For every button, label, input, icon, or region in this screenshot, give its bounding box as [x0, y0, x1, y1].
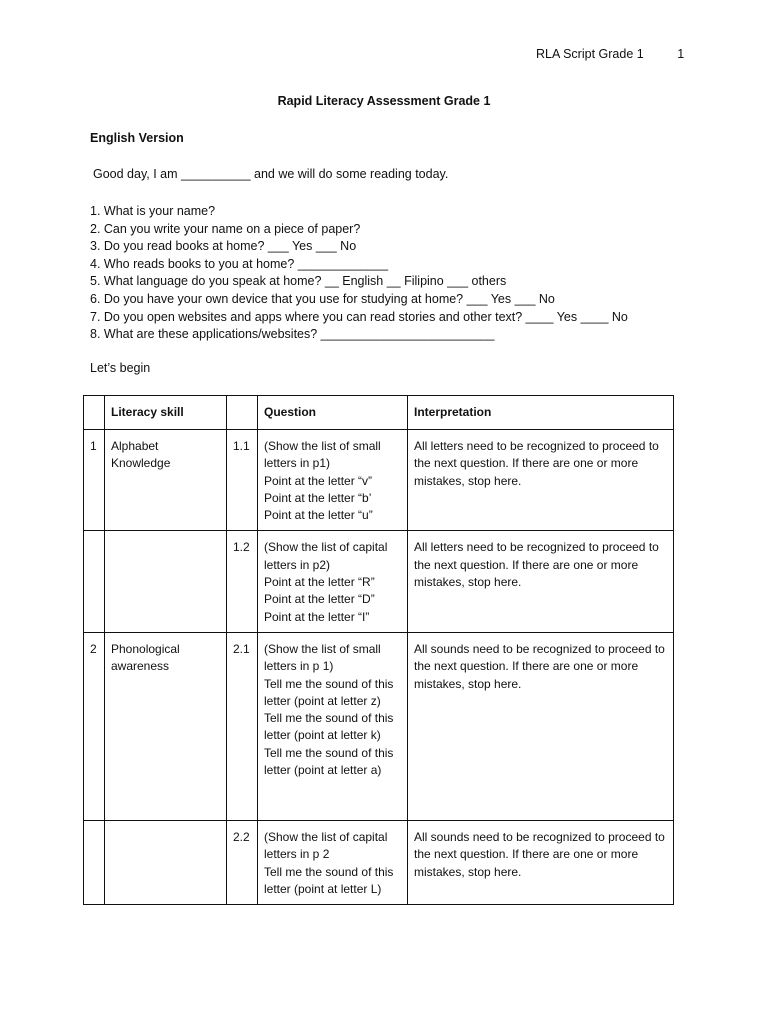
running-title: RLA Script Grade 1	[536, 47, 644, 61]
table-header-row	[84, 396, 674, 430]
row-interpretation: All letters need to be recognized to proceed to the next question. If there are one or more mistakes, stop here.	[408, 430, 674, 531]
lets-begin-label: Let’s begin	[90, 361, 151, 375]
header-literacy-skill: Literacy skill	[105, 396, 227, 430]
page-number: 1	[677, 47, 685, 61]
row-interpretation: All sounds need to be recognized to proceed to the next question. If there are one or more mistakes, stop here.	[408, 820, 674, 904]
question-item: 5. What language do you speak at home? __ English __ Filipino ___ others	[90, 274, 507, 289]
row-number: 2	[84, 632, 105, 820]
table-row	[84, 820, 674, 904]
table-row	[84, 531, 674, 632]
greeting-line: Good day, I am __________ and we will do some reading today.	[93, 167, 449, 181]
row-skill: Phonological awareness	[105, 632, 227, 820]
header-interpretation: Interpretation	[408, 396, 674, 430]
table-row	[84, 430, 674, 531]
row-sub-number: 1.1	[227, 430, 258, 531]
question-item: 1. What is your name?	[90, 204, 216, 218]
version-heading: English Version	[90, 131, 184, 145]
header-sub-number	[227, 396, 258, 430]
header-question: Question	[258, 396, 408, 430]
question-item: 6. Do you have your own device that you use for studying at home? ___ Yes ___ No	[90, 291, 555, 306]
row-number: 1	[84, 430, 105, 531]
literacy-skills-table	[83, 395, 674, 905]
row-question: (Show the list of capital letters in p 2 Tell me the sound of this letter (point at letter L)	[258, 820, 408, 904]
interview-questions	[90, 203, 628, 344]
row-skill: Alphabet Knowledge	[105, 430, 227, 531]
header-number	[84, 396, 105, 430]
row-skill	[105, 820, 227, 904]
row-sub-number: 2.2	[227, 820, 258, 904]
row-skill	[105, 531, 227, 632]
row-question: (Show the list of small letters in p1) Point at the letter “v” Point at the letter “b’ Point at the letter “u”	[258, 430, 408, 531]
row-sub-number: 1.2	[227, 531, 258, 632]
table-row	[84, 632, 674, 820]
row-number	[84, 820, 105, 904]
question-item: 3. Do you read books at home? ___ Yes ___ No	[90, 239, 357, 254]
running-header	[536, 47, 684, 61]
question-item: 7. Do you open websites and apps where you can read stories and other text? ____ Yes ____ No	[90, 309, 628, 324]
question-item: 2. Can you write your name on a piece of paper?	[90, 221, 361, 236]
row-question: (Show the list of small letters in p 1) Tell me the sound of this letter (point at letter z) Tell me the sound of this letter (point at letter k) Tell me the sound of this letter (point at letter a)	[258, 632, 408, 820]
question-item: 4. Who reads books to you at home? _____________	[90, 256, 389, 271]
document-title: Rapid Literacy Assessment Grade 1	[277, 94, 491, 108]
row-interpretation: All sounds need to be recognized to proceed to the next question. If there are one or more mistakes, stop here.	[408, 632, 674, 820]
row-question: (Show the list of capital letters in p2) Point at the letter “R” Point at the letter “D” Point at the letter “I”	[258, 531, 408, 632]
question-item: 8. What are these applications/websites? _________________________	[90, 327, 495, 342]
row-interpretation: All letters need to be recognized to proceed to the next question. If there are one or more mistakes, stop here.	[408, 531, 674, 632]
row-number	[84, 531, 105, 632]
row-sub-number: 2.1	[227, 632, 258, 820]
